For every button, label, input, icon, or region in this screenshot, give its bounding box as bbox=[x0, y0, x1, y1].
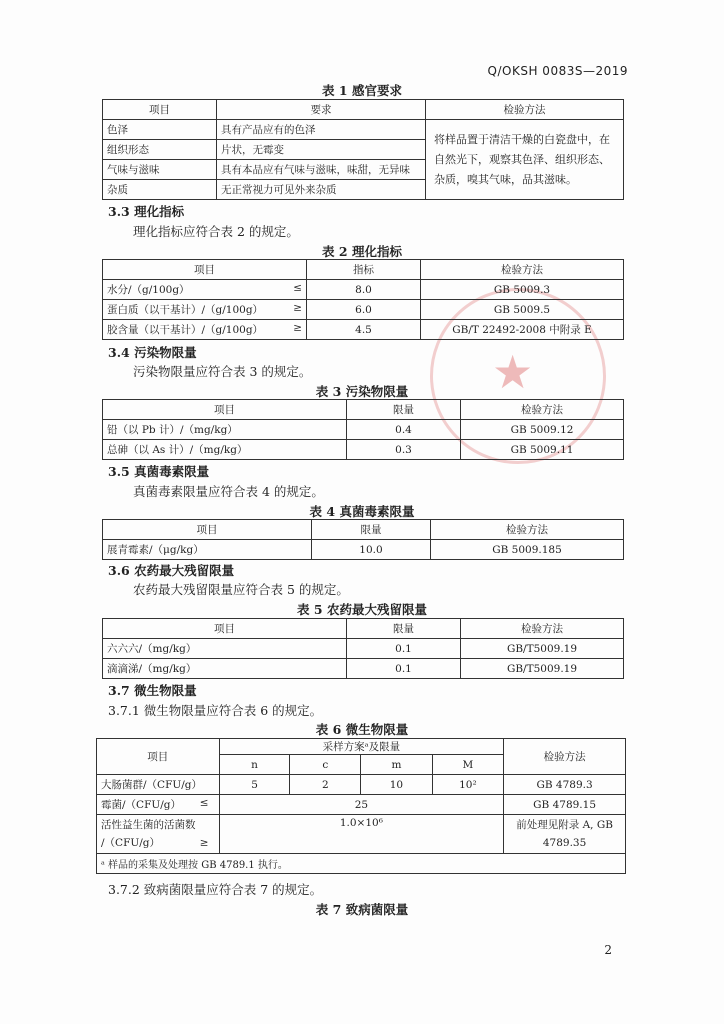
table4-caption: 表 4 真菌毒素限量 bbox=[309, 504, 415, 519]
table-row bbox=[97, 815, 626, 854]
table-row bbox=[97, 775, 626, 795]
table-row bbox=[103, 639, 624, 659]
section-heading: 3.6 农药最大残留限量 bbox=[108, 563, 235, 578]
seal-star-icon: ★ bbox=[492, 345, 534, 399]
table-header-row bbox=[103, 520, 624, 540]
cell-requirement: 具有产品应有的色泽 bbox=[217, 120, 426, 140]
comparison-symbol: ≥ bbox=[199, 837, 209, 849]
cell-requirement: 具有本品应有气味与滋味，味甜，无异味 bbox=[217, 160, 426, 180]
cell-method: GB 5009.3 bbox=[421, 280, 624, 300]
table1-sensory bbox=[102, 99, 624, 200]
table2-caption: 表 2 理化指标 bbox=[322, 244, 402, 259]
section-text: 农药最大残留限量应符合表 5 的规定。 bbox=[133, 582, 349, 597]
col-header: c bbox=[290, 755, 361, 775]
cell-value: 10.0 bbox=[312, 540, 431, 560]
comparison-symbol: ≥ bbox=[293, 302, 302, 314]
table-footnote: ᵃ 样品的采集及处理按 GB 4789.1 执行。 bbox=[97, 854, 626, 874]
col-header: 采样方案ᵃ及限量 bbox=[219, 739, 504, 755]
cell-value: 10 bbox=[361, 775, 432, 795]
col-header: 限量 bbox=[347, 400, 461, 420]
col-header: 限量 bbox=[312, 520, 431, 540]
cell-item: 总砷（以 As 计）/（mg/kg） bbox=[103, 440, 347, 460]
comparison-symbol: ≤ bbox=[293, 282, 302, 294]
cell-item: 大肠菌群/（CFU/g） bbox=[97, 775, 220, 795]
col-header: 检验方法 bbox=[421, 260, 624, 280]
table-row bbox=[103, 120, 624, 140]
table-header-row bbox=[97, 739, 626, 755]
col-header: 项目 bbox=[103, 260, 307, 280]
cell-method: GB/T 22492-2008 中附录 E bbox=[421, 320, 624, 340]
cell-item bbox=[97, 795, 220, 815]
cell-value: 10² bbox=[432, 775, 504, 795]
table-footnote-row bbox=[97, 854, 626, 874]
cell-method: GB 5009.11 bbox=[461, 440, 624, 460]
section-heading: 3.5 真菌毒素限量 bbox=[108, 464, 210, 479]
table5-pesticides bbox=[102, 618, 624, 679]
col-header: 检验方法 bbox=[504, 739, 626, 775]
col-header: 检验方法 bbox=[461, 400, 624, 420]
section-text: 3.7.2 致病菌限量应符合表 7 的规定。 bbox=[108, 882, 323, 897]
cell-value: 4.5 bbox=[307, 320, 421, 340]
table-row bbox=[103, 440, 624, 460]
section-text: 理化指标应符合表 2 的规定。 bbox=[133, 224, 299, 239]
table3-contaminants bbox=[102, 399, 624, 460]
cell-requirement: 片状，无霉变 bbox=[217, 140, 426, 160]
item-unit: /（CFU/g） bbox=[101, 837, 160, 849]
table-header-row bbox=[103, 100, 624, 120]
col-header: 检验方法 bbox=[426, 100, 624, 120]
table-header-row bbox=[103, 260, 624, 280]
table-row bbox=[103, 280, 624, 300]
cell-method: GB 5009.12 bbox=[461, 420, 624, 440]
cell-item bbox=[103, 280, 307, 300]
col-header: 检验方法 bbox=[431, 520, 624, 540]
cell-value: 0.4 bbox=[347, 420, 461, 440]
table-row bbox=[103, 540, 624, 560]
cell-item: 铅（以 Pb 计）/（mg/kg） bbox=[103, 420, 347, 440]
comparison-symbol: ≥ bbox=[293, 322, 302, 334]
cell-item bbox=[103, 320, 307, 340]
table-row bbox=[103, 659, 624, 679]
cell-value: 2 bbox=[290, 775, 361, 795]
col-header: m bbox=[361, 755, 432, 775]
cell-value: 5 bbox=[219, 775, 290, 795]
table3-caption: 表 3 污染物限量 bbox=[315, 384, 409, 399]
section-text: 污染物限量应符合表 3 的规定。 bbox=[133, 364, 312, 379]
cell-value: 6.0 bbox=[307, 300, 421, 320]
col-header: 项目 bbox=[103, 619, 347, 639]
table-row bbox=[103, 320, 624, 340]
table-row bbox=[97, 795, 626, 815]
item-label: 霉菌/（CFU/g） bbox=[101, 799, 181, 811]
table2-physchem bbox=[102, 259, 624, 340]
section-text: 3.7.1 微生物限量应符合表 6 的规定。 bbox=[108, 703, 323, 718]
cell-item: 六六六/（mg/kg） bbox=[103, 639, 347, 659]
col-header: 项目 bbox=[97, 739, 220, 775]
cell-method: GB/T5009.19 bbox=[461, 659, 624, 679]
cell-value: 25 bbox=[219, 795, 504, 815]
cell-item: 杂质 bbox=[103, 180, 217, 200]
item-label: 活性益生菌的活菌数 bbox=[101, 819, 196, 831]
table5-caption: 表 5 农药最大残留限量 bbox=[297, 602, 427, 617]
standard-number: Q/OKSH 0083S—2019 bbox=[487, 64, 628, 78]
cell-method: 将样品置于清洁干燥的白瓷盘中，在自然光下，观察其色泽、组织形态、杂质，嗅其气味，品其滋味。 bbox=[426, 120, 624, 200]
col-header: 项目 bbox=[103, 100, 217, 120]
cell-method: GB 4789.15 bbox=[504, 795, 626, 815]
comparison-symbol: ≤ bbox=[199, 797, 209, 809]
cell-value: 8.0 bbox=[307, 280, 421, 300]
col-header: 限量 bbox=[347, 619, 461, 639]
cell-item: 组织形态 bbox=[103, 140, 217, 160]
item-label: 水分/（g/100g） bbox=[107, 284, 190, 296]
table-row bbox=[103, 300, 624, 320]
cell-value: 0.3 bbox=[347, 440, 461, 460]
cell-method: 前处理见附录 A, GB 4789.35 bbox=[504, 815, 626, 854]
cell-item bbox=[103, 300, 307, 320]
col-header: 指标 bbox=[307, 260, 421, 280]
cell-method: GB 5009.185 bbox=[431, 540, 624, 560]
table6-caption: 表 6 微生物限量 bbox=[315, 722, 409, 737]
table-header-row bbox=[103, 619, 624, 639]
cell-item: 色泽 bbox=[103, 120, 217, 140]
cell-method: GB 4789.3 bbox=[504, 775, 626, 795]
section-heading: 3.4 污染物限量 bbox=[108, 345, 197, 360]
col-header: M bbox=[432, 755, 504, 775]
section-heading: 3.3 理化指标 bbox=[108, 204, 185, 219]
cell-item bbox=[97, 815, 220, 854]
item-label: 蛋白质（以干基计）/（g/100g） bbox=[107, 304, 264, 316]
cell-value: 1.0×10⁶ bbox=[219, 815, 504, 854]
cell-item: 展青霉素/（μg/kg） bbox=[103, 540, 312, 560]
cell-requirement: 无正常视力可见外来杂质 bbox=[217, 180, 426, 200]
section-heading: 3.7 微生物限量 bbox=[108, 683, 197, 698]
cell-method: GB/T5009.19 bbox=[461, 639, 624, 659]
col-header: 项目 bbox=[103, 520, 312, 540]
cell-method: GB 5009.5 bbox=[421, 300, 624, 320]
item-label: 胶含量（以干基计）/（g/100g） bbox=[107, 324, 264, 336]
col-header: 项目 bbox=[103, 400, 347, 420]
table-header-row bbox=[103, 400, 624, 420]
col-header: 要求 bbox=[217, 100, 426, 120]
table-row bbox=[103, 420, 624, 440]
page-number: 2 bbox=[604, 943, 612, 957]
cell-value: 0.1 bbox=[347, 659, 461, 679]
table6-microbes bbox=[96, 738, 626, 874]
cell-item: 气味与滋味 bbox=[103, 160, 217, 180]
col-header: n bbox=[219, 755, 290, 775]
section-text: 真菌毒素限量应符合表 4 的规定。 bbox=[133, 484, 324, 499]
col-header: 检验方法 bbox=[461, 619, 624, 639]
table4-mycotoxins bbox=[102, 519, 624, 560]
table7-caption: 表 7 致病菌限量 bbox=[315, 902, 409, 917]
table1-caption: 表 1 感官要求 bbox=[322, 83, 402, 98]
cell-item: 滴滴涕/（mg/kg） bbox=[103, 659, 347, 679]
cell-value: 0.1 bbox=[347, 639, 461, 659]
